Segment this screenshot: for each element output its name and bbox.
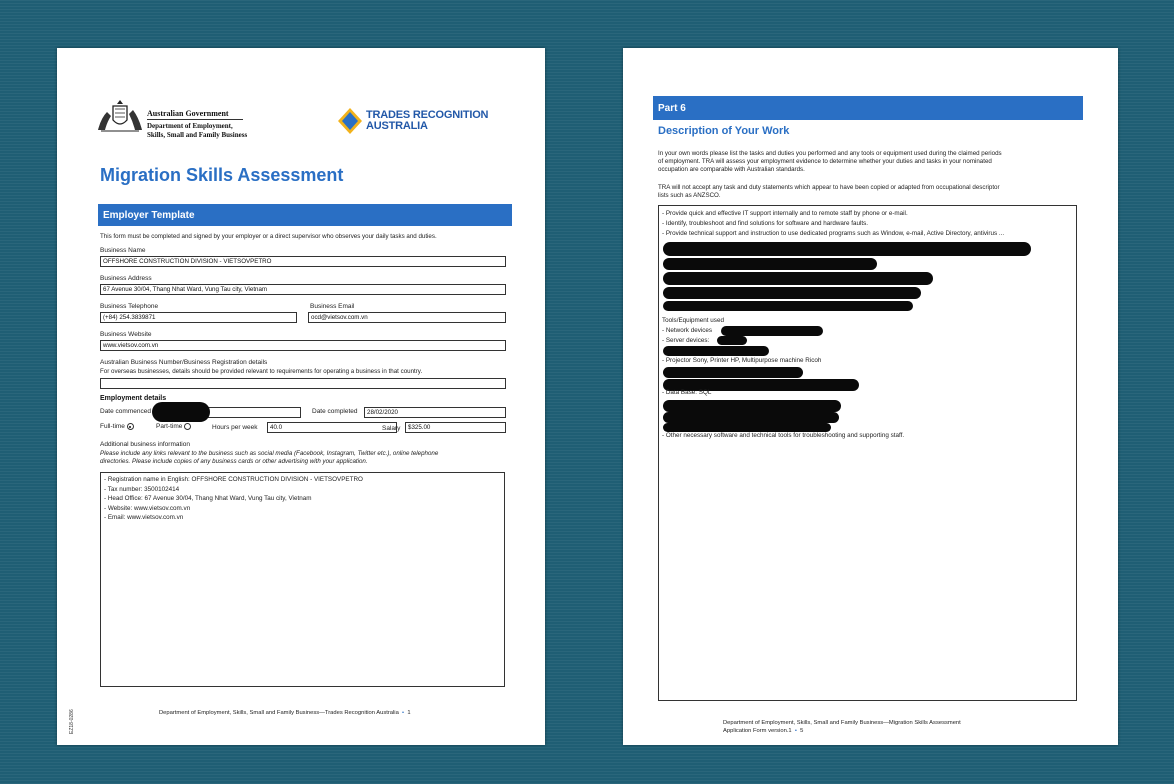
business-address-field[interactable]: 67 Avenue 30/04, Thang Nhat Ward, Vung Tau city, Vietnam xyxy=(100,284,506,295)
redaction-mark xyxy=(663,258,877,270)
additional-line: - Registration name in English: OFFSHORE CONSTRUCTION DIVISION - VIETSOVPETRO xyxy=(104,476,363,483)
fulltime-label: Full-time xyxy=(100,423,125,431)
employer-template-bar: Employer Template xyxy=(98,204,512,226)
tools-list-3 xyxy=(662,388,711,398)
tra-logo-icon xyxy=(338,108,362,134)
tool-line: - Data Base: SQL xyxy=(662,389,712,396)
tool-line: - Other necessary software and technical tools for troubleshooting and supporting staff. xyxy=(662,432,905,439)
redaction-mark xyxy=(663,367,803,378)
duties-list xyxy=(662,209,1004,240)
redaction-mark xyxy=(717,336,747,345)
abn-field[interactable] xyxy=(100,378,506,389)
additional-line: - Email: www.vietsov.com.vn xyxy=(104,514,184,521)
redaction-mark xyxy=(663,346,769,356)
abn-label: Australian Business Number/Business Registration details xyxy=(100,359,268,366)
page-number: 5 xyxy=(800,727,804,734)
additional-line: - Website: www.vietsov.com.vn xyxy=(104,504,191,512)
redaction-mark xyxy=(663,412,839,423)
salary-field[interactable]: $325.00 xyxy=(405,422,506,433)
redaction-mark xyxy=(663,272,933,285)
business-website-label: Business Website xyxy=(100,331,152,338)
redaction-mark xyxy=(663,287,921,299)
tool-line: - Server devices: xyxy=(662,337,710,345)
redaction-mark xyxy=(663,242,1031,256)
parttime-radio[interactable] xyxy=(184,423,191,430)
business-name-field[interactable]: OFFSHORE CONSTRUCTION DIVISION - VIETSOVPETRO xyxy=(100,256,506,267)
business-address-label: Business Address xyxy=(100,275,152,282)
redaction-mark xyxy=(721,326,823,336)
business-email-field[interactable]: ocd@vietsov.com.vn xyxy=(308,312,506,323)
additional-info-note: Please include any links relevant to the business such as social media (Facebook, Instagram, Twitter etc.), online telephone directories. Please include copies of any business cards or other advertising with your application. xyxy=(100,450,439,465)
tra-logo-text: TRADES RECOGNITION AUSTRALIA xyxy=(366,109,489,132)
business-telephone-label: Business Telephone xyxy=(100,303,159,310)
date-completed-field[interactable]: 28/02/2020 xyxy=(364,407,506,418)
coat-of-arms-icon xyxy=(95,100,145,134)
gov-name: Australian Government xyxy=(147,109,229,118)
redaction-mark xyxy=(663,400,841,412)
page1-footer: Department of Employment, Skills, Small and Family Business—Trades Recognition Australia • 1 xyxy=(159,710,411,716)
additional-info-heading: Additional business information xyxy=(100,441,190,448)
section-heading: Description of Your Work xyxy=(658,125,790,137)
gov-divider xyxy=(147,119,243,120)
tools-list-4 xyxy=(662,431,904,441)
duty-line: - Provide quick and effective IT support internally and to remote staff by phone or e-mail. xyxy=(662,210,908,217)
page2-footer: Department of Employment, Skills, Small and Family Business—Migration Skills Assessment Application Form version.1 • 5 xyxy=(723,720,961,734)
intro-paragraph: In your own words please list the tasks and duties you performed and any tools or equipment used during the claimed periods of employment. TRA will assess your employment evidence to determine whether your duties and tasks in your nominated occupation are comparable with Australian standards. xyxy=(658,150,1002,173)
date-completed-label: Date completed xyxy=(312,408,358,415)
intro-paragraph-2: TRA will not accept any task and duty statements which appear to have been copied or adapted from occupational descriptor lists such as ANZSCO. xyxy=(658,184,1000,199)
bullet: • xyxy=(400,710,406,716)
tools-heading: Tools/Equipment used xyxy=(662,317,724,324)
part-6-bar: Part 6 xyxy=(653,96,1083,120)
additional-line: - Head Office: 67 Avenue 30/04, Thang Nhat Ward, Vung Tau city, Vietnam xyxy=(104,495,312,502)
page-title: Migration Skills Assessment xyxy=(100,165,344,185)
parttime-label: Part-time xyxy=(156,423,183,431)
page-number: 1 xyxy=(407,710,411,716)
date-commenced-label: Date commenced xyxy=(100,408,151,415)
tools-list-2 xyxy=(662,356,821,366)
fulltime-option[interactable] xyxy=(100,423,134,430)
tools-list xyxy=(662,316,724,347)
employer-template-page xyxy=(57,48,545,745)
business-name-label: Business Name xyxy=(100,247,146,254)
fulltime-radio[interactable] xyxy=(127,423,134,430)
work-description-textarea[interactable] xyxy=(658,205,1077,701)
additional-info-textarea[interactable] xyxy=(100,472,505,687)
bullet: • xyxy=(793,727,799,734)
duty-line: - Provide technical support and instruction to use dedicated programs such as Window, e-mail, Active Directory, antivirus ... xyxy=(662,230,1005,238)
employment-details-heading: Employment details xyxy=(100,395,167,402)
additional-line: - Tax number: 3500102414 xyxy=(104,485,180,493)
business-website-field[interactable]: www.vietsov.com.vn xyxy=(100,340,506,351)
intro-text: This form must be completed and signed by your employer or a direct supervisor who observes your daily tasks and duties. xyxy=(100,233,437,240)
salary-label: Salary xyxy=(382,425,401,432)
duty-line: - Identify, troubleshoot and find solutions for software and hardware faults. xyxy=(662,220,869,228)
description-of-work-page xyxy=(623,48,1118,745)
hours-per-week-label: Hours per week xyxy=(212,424,258,431)
redaction-mark xyxy=(663,301,913,311)
abn-note: For overseas businesses, details should be provided relevant to requirements for operating a business in that country. xyxy=(100,368,423,375)
tool-line: - Network devices xyxy=(662,327,713,335)
business-telephone-field[interactable]: (+84) 254.3839871 xyxy=(100,312,297,323)
parttime-option[interactable] xyxy=(156,423,191,430)
department-name: Department of Employment, Skills, Small and Family Business xyxy=(147,122,248,139)
side-code: EZ18-0286 xyxy=(69,709,75,734)
hours-per-week-field[interactable]: 40.0 xyxy=(267,422,397,433)
tool-line: - Projector Sony, Printer HP, Multipurpose machine Ricoh xyxy=(662,357,822,364)
redaction-mark xyxy=(152,402,210,422)
business-email-label: Business Email xyxy=(310,303,355,310)
